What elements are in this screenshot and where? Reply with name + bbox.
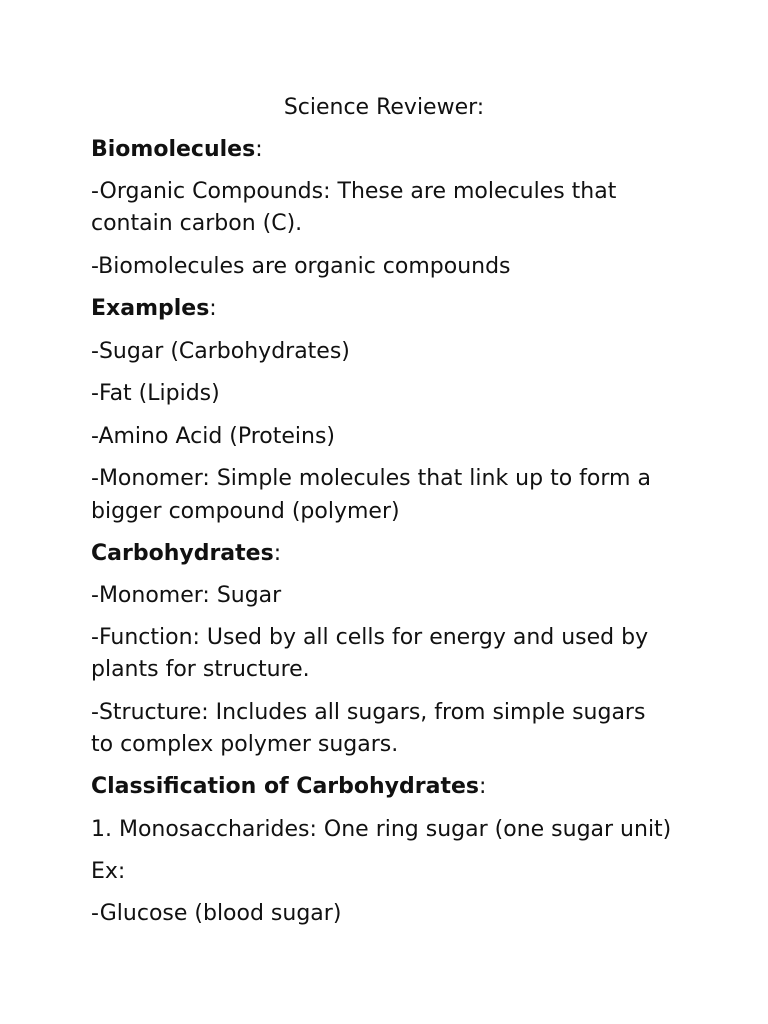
document-title: Science Reviewer:: [283, 95, 485, 120]
organic-compounds-line-2: contain carbon (C).: [91, 211, 303, 236]
glucose-line: -Glucose (blood sugar): [91, 901, 342, 926]
heading-classification-text: Classification of Carbohydrates: [91, 774, 479, 799]
heading-colon: :: [478, 774, 487, 799]
ex-label: Ex:: [91, 859, 126, 884]
monosaccharides-line: 1. Monosaccharides: One ring sugar (one sugar unit): [91, 817, 672, 842]
carb-function-line-1: -Function: Used by all cells for energy and used by: [91, 625, 649, 650]
carb-function-line-2: plants for structure.: [91, 657, 310, 682]
biomolecules-are-line: -Biomolecules are organic compounds: [91, 254, 511, 279]
heading-examples: [91, 293, 691, 325]
example-fat-line: -Fat (Lipids): [91, 381, 220, 406]
heading-carbohydrates: [91, 538, 691, 570]
heading-carbohydrates-text: Carbohydrates: [91, 541, 274, 566]
heading-colon: :: [209, 296, 217, 321]
monomer-definition-line-2: bigger compound (polymer): [91, 499, 400, 524]
heading-biomolecules: [91, 134, 691, 166]
carb-monomer-line: -Monomer: Sugar: [91, 583, 282, 608]
example-amino-line: -Amino Acid (Proteins): [91, 424, 336, 449]
carb-structure-line-2: to complex polymer sugars.: [91, 732, 399, 757]
carb-structure-line-1: -Structure: Includes all sugars, from simple sugars: [91, 700, 646, 725]
heading-examples-text: Examples: [91, 296, 210, 321]
example-sugar-line: -Sugar (Carbohydrates): [91, 339, 350, 364]
monomer-definition-line-1: -Monomer: Simple molecules that link up to form a: [91, 466, 651, 491]
heading-biomolecules-text: Biomolecules: [91, 137, 256, 162]
organic-compounds-line-1: -Organic Compounds: These are molecules that: [91, 179, 617, 204]
heading-classification: [91, 771, 691, 803]
heading-colon: :: [273, 541, 282, 566]
heading-colon: :: [255, 137, 263, 162]
